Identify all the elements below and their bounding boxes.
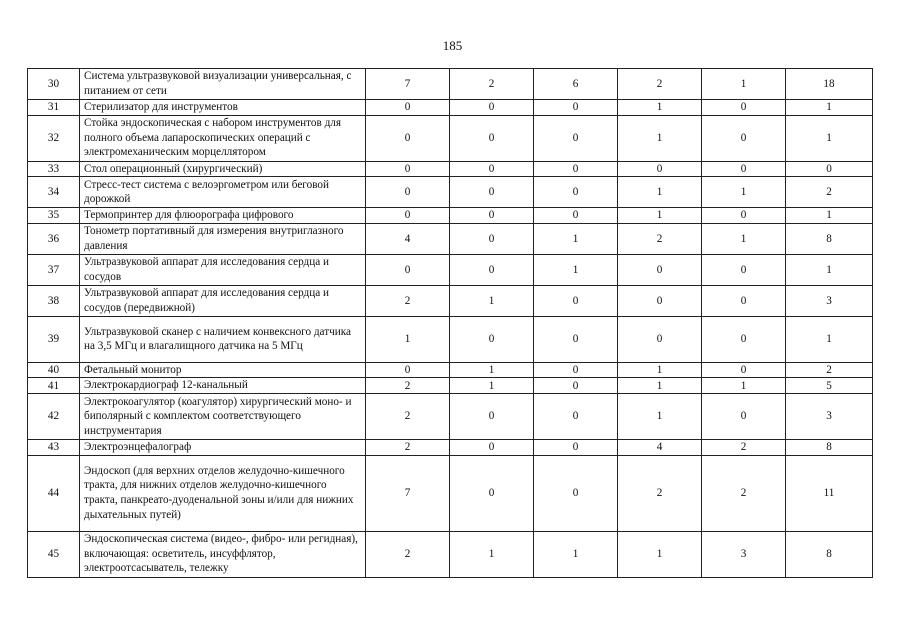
quantity-cell: 2 xyxy=(450,69,534,100)
quantity-cell: 0 xyxy=(702,100,786,116)
quantity-cell: 0 xyxy=(366,161,450,177)
quantity-cell: 2 xyxy=(366,439,450,455)
quantity-cell: 0 xyxy=(534,439,618,455)
row-number: 41 xyxy=(28,378,80,394)
equipment-name: Термопринтер для флюорографа цифрового xyxy=(80,208,366,224)
quantity-cell: 0 xyxy=(366,115,450,161)
table-row xyxy=(28,161,873,177)
row-number: 34 xyxy=(28,177,80,208)
table-row xyxy=(28,100,873,116)
quantity-cell: 1 xyxy=(618,362,702,378)
quantity-cell: 1 xyxy=(702,378,786,394)
quantity-cell: 3 xyxy=(702,531,786,577)
quantity-cell: 1 xyxy=(450,285,534,316)
quantity-cell: 0 xyxy=(702,115,786,161)
row-number: 35 xyxy=(28,208,80,224)
table-row xyxy=(28,208,873,224)
table-row xyxy=(28,362,873,378)
quantity-cell: 0 xyxy=(534,177,618,208)
quantity-cell: 0 xyxy=(702,393,786,439)
equipment-name: Стресс-тест система с велоэргометром или беговой дорожкой xyxy=(80,177,366,208)
equipment-name: Стол операционный (хирургический) xyxy=(80,161,366,177)
quantity-cell: 1 xyxy=(618,393,702,439)
quantity-cell: 6 xyxy=(534,69,618,100)
quantity-cell: 1 xyxy=(450,362,534,378)
quantity-cell: 1 xyxy=(618,115,702,161)
equipment-name: Тонометр портативный для измерения внутриглазного давления xyxy=(80,223,366,254)
quantity-cell: 0 xyxy=(450,223,534,254)
quantity-cell: 3 xyxy=(786,393,873,439)
quantity-cell: 0 xyxy=(534,285,618,316)
quantity-cell: 0 xyxy=(534,316,618,362)
quantity-cell: 8 xyxy=(786,223,873,254)
quantity-cell: 2 xyxy=(366,531,450,577)
quantity-cell: 0 xyxy=(534,161,618,177)
table-row xyxy=(28,115,873,161)
quantity-cell: 1 xyxy=(618,100,702,116)
quantity-cell: 2 xyxy=(702,439,786,455)
quantity-cell: 3 xyxy=(786,285,873,316)
equipment-table xyxy=(27,68,873,578)
row-number: 44 xyxy=(28,455,80,531)
quantity-cell: 1 xyxy=(618,177,702,208)
quantity-cell: 1 xyxy=(618,378,702,394)
quantity-cell: 2 xyxy=(366,378,450,394)
table-row xyxy=(28,177,873,208)
table-row xyxy=(28,455,873,531)
quantity-cell: 4 xyxy=(366,223,450,254)
quantity-cell: 1 xyxy=(786,208,873,224)
quantity-cell: 0 xyxy=(450,316,534,362)
table-row xyxy=(28,393,873,439)
quantity-cell: 0 xyxy=(366,208,450,224)
quantity-cell: 1 xyxy=(702,177,786,208)
equipment-name: Фетальный монитор xyxy=(80,362,366,378)
quantity-cell: 2 xyxy=(366,393,450,439)
quantity-cell: 0 xyxy=(450,177,534,208)
quantity-cell: 1 xyxy=(618,531,702,577)
quantity-cell: 5 xyxy=(786,378,873,394)
quantity-cell: 2 xyxy=(618,223,702,254)
quantity-cell: 1 xyxy=(786,115,873,161)
equipment-name: Стерилизатор для инструментов xyxy=(80,100,366,116)
quantity-cell: 2 xyxy=(618,455,702,531)
quantity-cell: 2 xyxy=(786,362,873,378)
quantity-cell: 4 xyxy=(618,439,702,455)
equipment-name: Ультразвуковой аппарат для исследования сердца и сосудов (передвижной) xyxy=(80,285,366,316)
quantity-cell: 0 xyxy=(534,208,618,224)
quantity-cell: 0 xyxy=(534,362,618,378)
quantity-cell: 1 xyxy=(618,208,702,224)
table-body xyxy=(28,69,873,578)
page-number: 185 xyxy=(442,38,463,53)
equipment-name: Эндоскоп (для верхних отделов желудочно-кишечного тракта, для нижних отделов желудочно-кишечного тракта, панкреато-дуоденальной зоны и/или для нижних дыхательных путей) xyxy=(80,455,366,531)
quantity-cell: 2 xyxy=(786,177,873,208)
quantity-cell: 0 xyxy=(366,362,450,378)
quantity-cell: 2 xyxy=(702,455,786,531)
quantity-cell: 8 xyxy=(786,439,873,455)
table-row xyxy=(28,531,873,577)
quantity-cell: 1 xyxy=(702,223,786,254)
equipment-name: Стойка эндоскопическая с набором инструментов для полного объема лапароскопических операций с электромеханическим морцеллятором xyxy=(80,115,366,161)
quantity-cell: 0 xyxy=(534,115,618,161)
row-number: 42 xyxy=(28,393,80,439)
quantity-cell: 1 xyxy=(786,316,873,362)
row-number: 43 xyxy=(28,439,80,455)
quantity-cell: 1 xyxy=(366,316,450,362)
quantity-cell: 7 xyxy=(366,455,450,531)
quantity-cell: 0 xyxy=(534,455,618,531)
table-row xyxy=(28,254,873,285)
quantity-cell: 1 xyxy=(786,100,873,116)
equipment-name: Ультразвуковой аппарат для исследования сердца и сосудов xyxy=(80,254,366,285)
quantity-cell: 0 xyxy=(702,161,786,177)
equipment-name: Электроэнцефалограф xyxy=(80,439,366,455)
quantity-cell: 0 xyxy=(366,177,450,208)
quantity-cell: 0 xyxy=(450,115,534,161)
quantity-cell: 0 xyxy=(534,393,618,439)
quantity-cell: 0 xyxy=(534,100,618,116)
quantity-cell: 1 xyxy=(534,531,618,577)
quantity-cell: 0 xyxy=(366,254,450,285)
quantity-cell: 1 xyxy=(534,254,618,285)
quantity-cell: 0 xyxy=(450,208,534,224)
quantity-cell: 0 xyxy=(702,254,786,285)
quantity-cell: 0 xyxy=(618,316,702,362)
quantity-cell: 0 xyxy=(786,161,873,177)
equipment-name: Эндоскопическая система (видео-, фибро- или регидная), включающая: осветитель, инсуффлятор, электроотсасыватель, тележку xyxy=(80,531,366,577)
quantity-cell: 2 xyxy=(366,285,450,316)
quantity-cell: 0 xyxy=(450,439,534,455)
quantity-cell: 1 xyxy=(450,378,534,394)
quantity-cell: 1 xyxy=(534,223,618,254)
quantity-cell: 7 xyxy=(366,69,450,100)
quantity-cell: 1 xyxy=(702,69,786,100)
table-row xyxy=(28,439,873,455)
quantity-cell: 0 xyxy=(366,100,450,116)
quantity-cell: 0 xyxy=(618,285,702,316)
quantity-cell: 1 xyxy=(450,531,534,577)
quantity-cell: 2 xyxy=(618,69,702,100)
quantity-cell: 0 xyxy=(702,208,786,224)
quantity-cell: 11 xyxy=(786,455,873,531)
quantity-cell: 18 xyxy=(786,69,873,100)
equipment-name: Электрокоагулятор (коагулятор) хирургический моно- и биполярный с комплектом соответствующего инструментария xyxy=(80,393,366,439)
quantity-cell: 8 xyxy=(786,531,873,577)
row-number: 30 xyxy=(28,69,80,100)
equipment-name: Ультразвуковой сканер с наличием конвексного датчика на 3,5 МГц и влагалищного датчика на 5 МГц xyxy=(80,316,366,362)
quantity-cell: 0 xyxy=(450,100,534,116)
quantity-cell: 0 xyxy=(702,285,786,316)
quantity-cell: 0 xyxy=(618,254,702,285)
row-number: 40 xyxy=(28,362,80,378)
quantity-cell: 0 xyxy=(450,393,534,439)
row-number: 33 xyxy=(28,161,80,177)
row-number: 31 xyxy=(28,100,80,116)
row-number: 45 xyxy=(28,531,80,577)
row-number: 37 xyxy=(28,254,80,285)
table-row xyxy=(28,285,873,316)
quantity-cell: 0 xyxy=(450,161,534,177)
row-number: 32 xyxy=(28,115,80,161)
row-number: 39 xyxy=(28,316,80,362)
equipment-name: Система ультразвуковой визуализации универсальная, с питанием от сети xyxy=(80,69,366,100)
row-number: 38 xyxy=(28,285,80,316)
row-number: 36 xyxy=(28,223,80,254)
table-row xyxy=(28,69,873,100)
quantity-cell: 0 xyxy=(534,378,618,394)
quantity-cell: 1 xyxy=(786,254,873,285)
equipment-name: Электрокардиограф 12-канальный xyxy=(80,378,366,394)
quantity-cell: 0 xyxy=(450,254,534,285)
quantity-cell: 0 xyxy=(450,455,534,531)
table-row xyxy=(28,316,873,362)
quantity-cell: 0 xyxy=(618,161,702,177)
quantity-cell: 0 xyxy=(702,316,786,362)
quantity-cell: 0 xyxy=(702,362,786,378)
table-row xyxy=(28,378,873,394)
table-row xyxy=(28,223,873,254)
